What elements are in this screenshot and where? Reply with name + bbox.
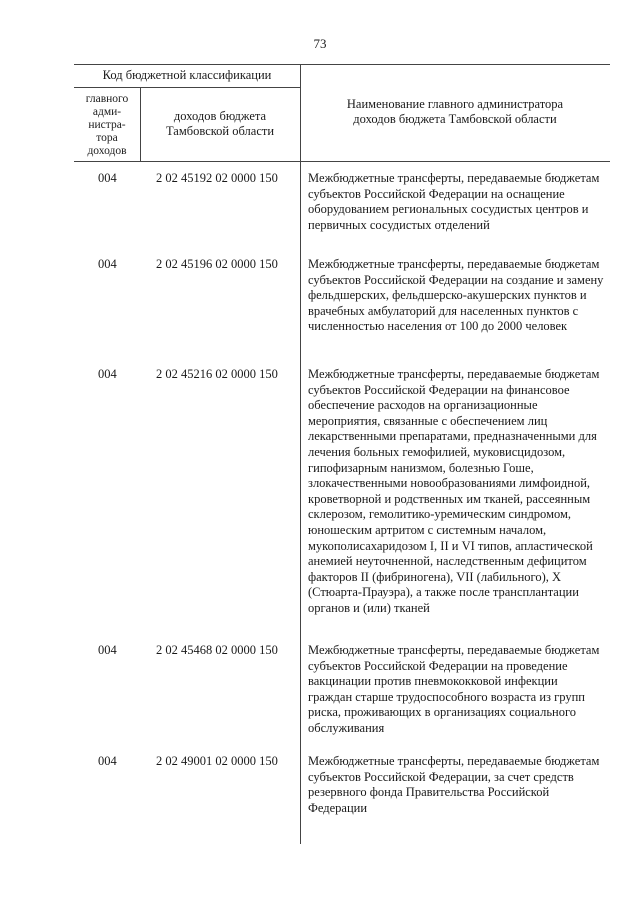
row-4-admin-code: 004 [98,643,117,657]
row-1-name: Межбюджетные трансферты, передаваемые бюджетам субъектов Российской Федерации на оснащение оборудованием региональных сосудистых центров и первичных сосудистых отделений [308,171,600,232]
budget-classification-table [74,64,610,844]
row-2-name: Межбюджетные трансферты, передаваемые бюджетам субъектов Российской Федерации на создание и замену фельдшерских, фельдшерско-акушерских пунктов и врачебных амбулаторий для населенных пунктов с численностью населения от 100 до 2000 человек [308,257,604,334]
row-2-income-code: 2 02 45196 02 0000 150 [156,257,278,271]
header-income-code: доходов бюджета Тамбовской области [165,109,275,138]
header-admin-code: главного адми- нистра- тора доходов [85,93,129,157]
row-4-name: Межбюджетные трансферты, передаваемые бюджетам субъектов Российской Федерации на проведение вакцинации против пневмококковой инфекции граждан старше трудоспособного возраста из групп риска, проживающих в организациях социального обслуживания [308,643,600,735]
row-3-name: Межбюджетные трансферты, передаваемые бюджетам субъектов Российской Федерации на финансовое обеспечение расходов на организационные мероприятия, связанные с обеспечением лиц лекарственными препаратами, предназначенными для лечения больных гемофилией, муковисцидозом, гипофизарным нанизмом, болезнью Гоше, злокачественными новообразованиями лимфоидной, кроветворной и родственных им тканей, рассеянным склерозом, гемолитико-уремическим синдромом, юношеским артритом с системным началом, мукополисахаридозом I, II и VI типов, апластической анемией неуточненной, наследственным дефицитом факторов II (фибриногена), VII (лабильного), X (Стюарта-Прауэра), а также после трансплантации органов и (или) тканей [308,367,600,615]
row-4-income-code: 2 02 45468 02 0000 150 [156,643,278,657]
header-top-rule [74,64,610,65]
row-1-admin-code: 004 [98,171,117,185]
row-2-admin-code: 004 [98,257,117,271]
row-5-admin-code: 004 [98,754,117,768]
header-bottom-rule [74,161,610,162]
header-administrator-name: Наименование главного администратора доходов бюджета Тамбовской области [346,97,564,126]
row-3-admin-code: 004 [98,367,117,381]
row-1-income-code: 2 02 45192 02 0000 150 [156,171,278,185]
row-5-income-code: 2 02 49001 02 0000 150 [156,754,278,768]
header-group-title: Код бюджетной классификации [102,68,272,82]
group-title-rule [74,87,300,88]
row-3-income-code: 2 02 45216 02 0000 150 [156,367,278,381]
row-5-name: Межбюджетные трансферты, передаваемые бюджетам субъектов Российской Федерации, за счет средств резервного фонда Правительства Российской Федерации [308,754,600,815]
page-number: 73 [313,36,327,51]
